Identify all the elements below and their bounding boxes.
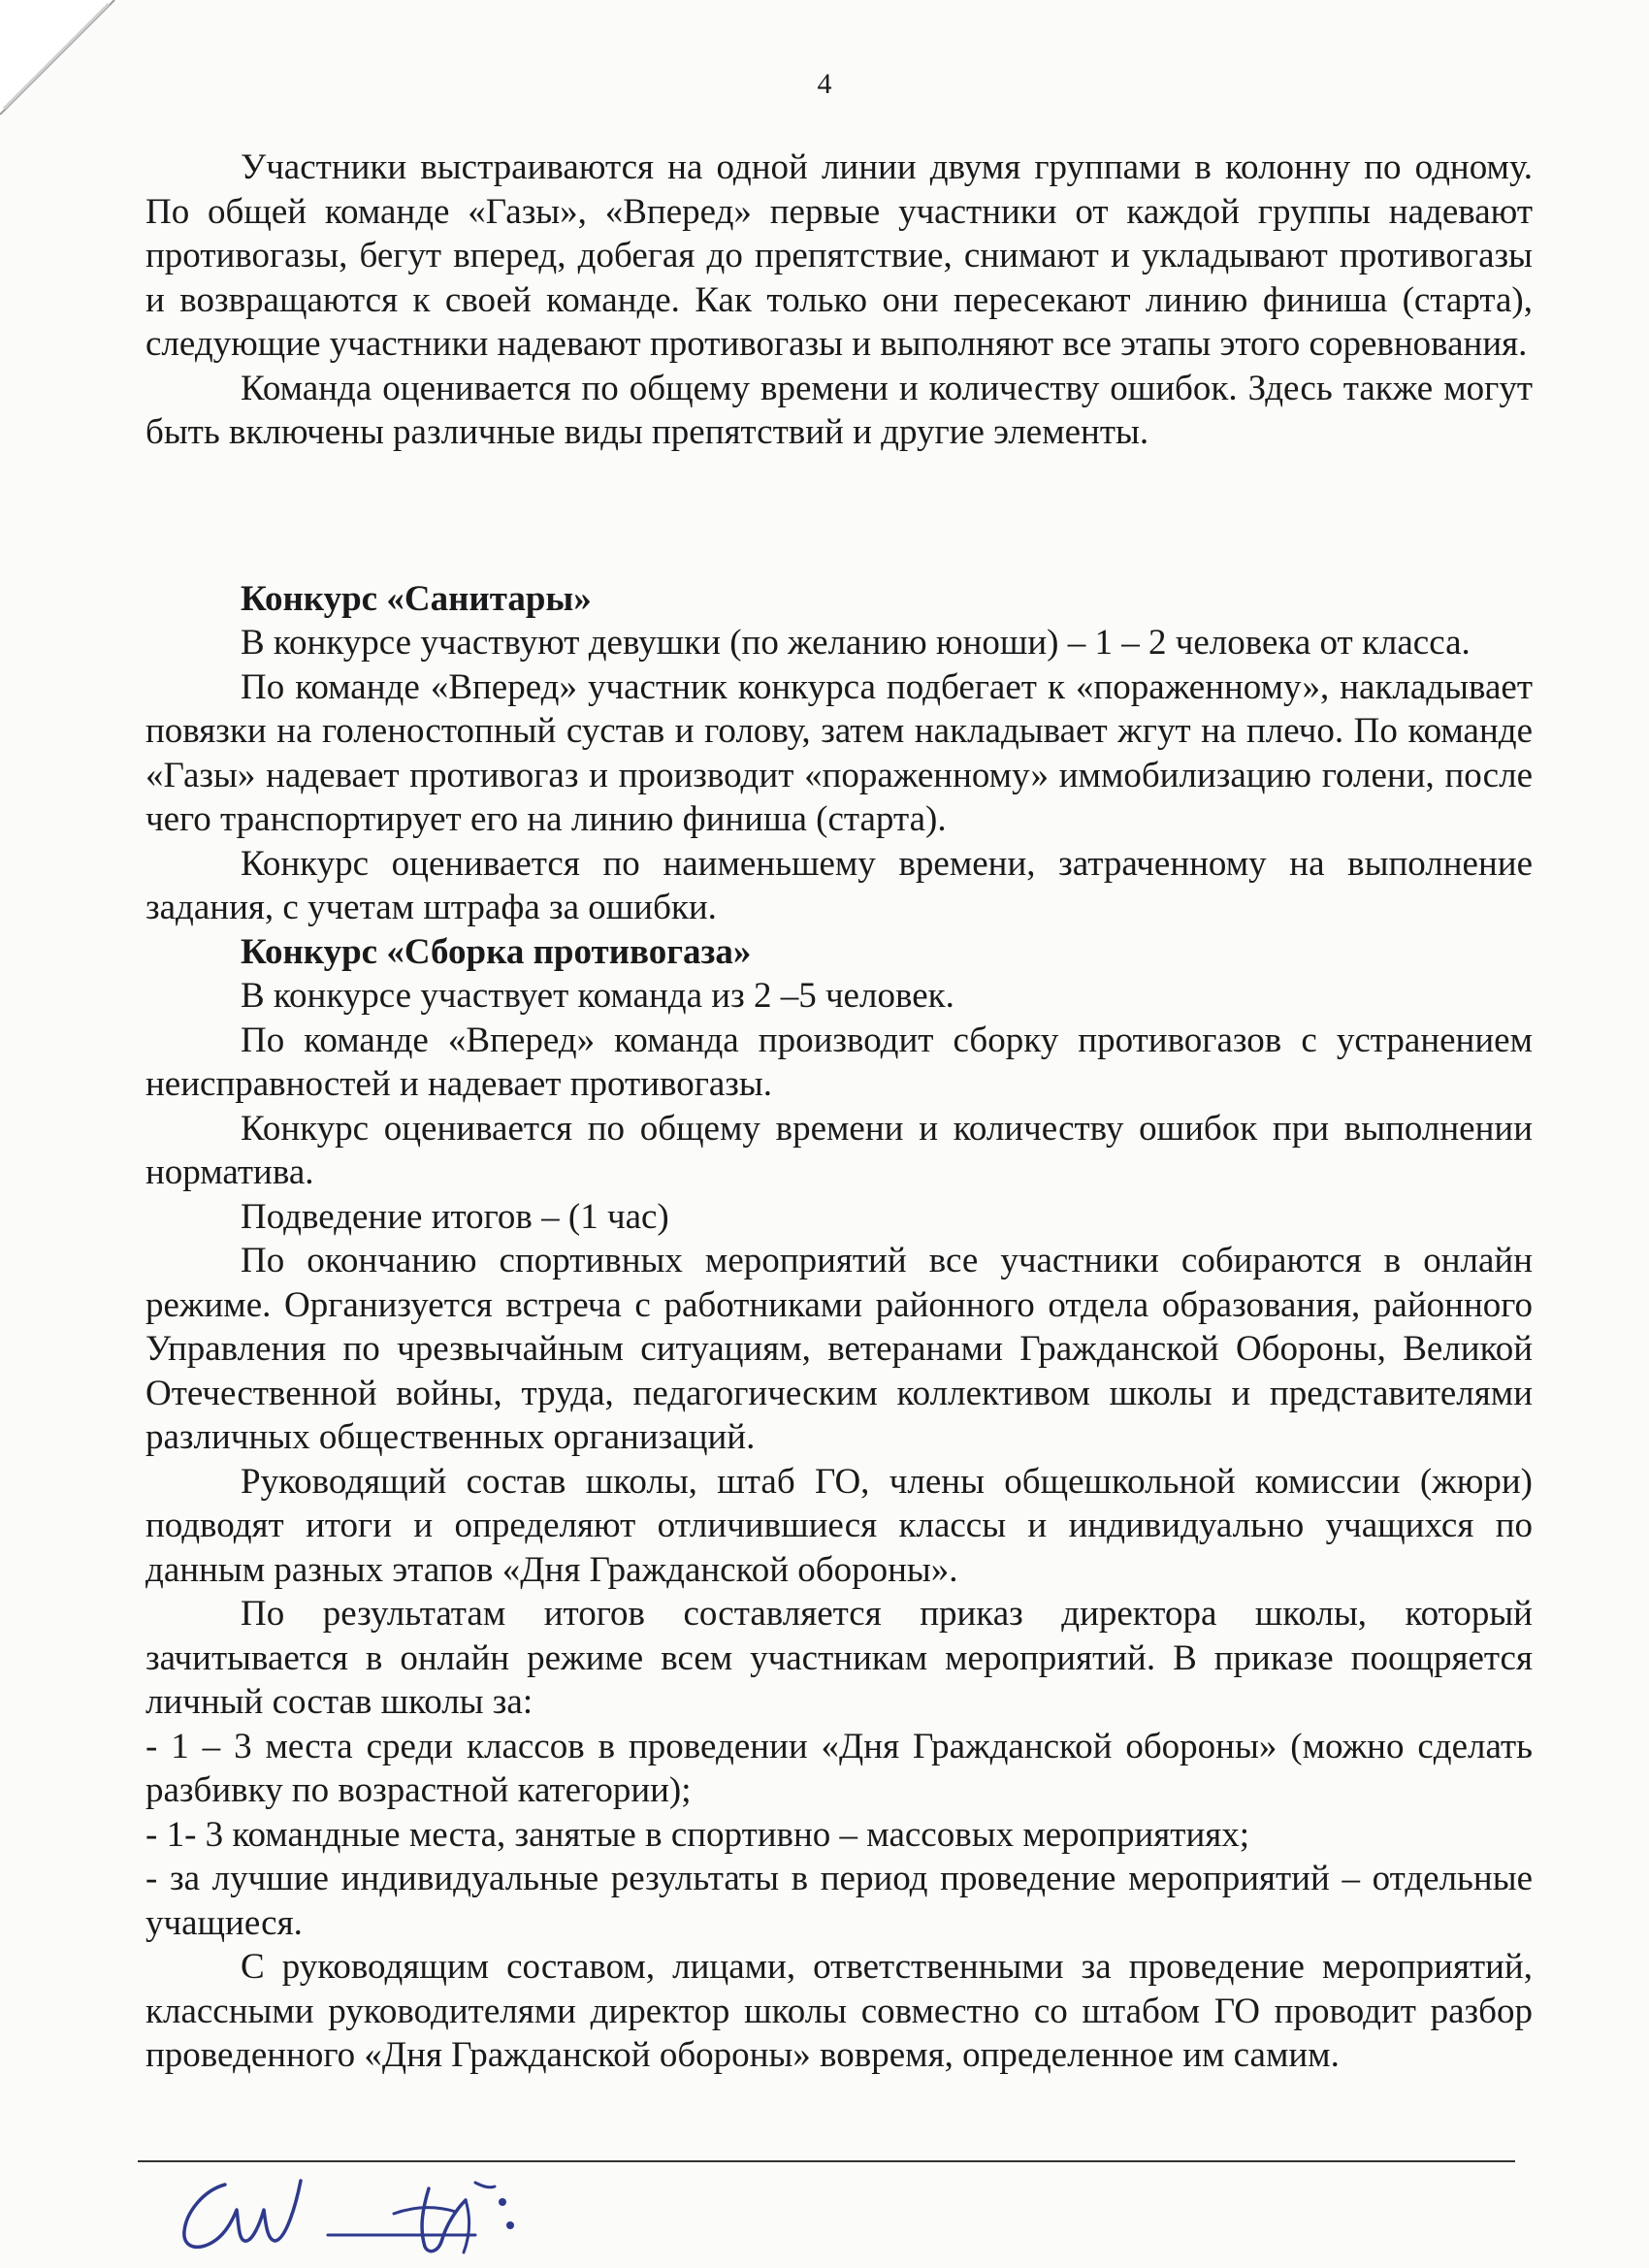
paragraph-director-order: По результатам итогов составляется приказ директора школы, который зачитывается в онлайн режиме всем участникам мероприятий. В приказе поощряется личный состав школы за: xyxy=(146,1594,1533,1722)
paragraph-assembly-participants: В конкурсе участвует команда из 2 –5 человек. xyxy=(241,976,954,1016)
handwritten-signature xyxy=(175,2171,640,2263)
signature-rule xyxy=(138,2160,1515,2162)
paragraph-summary-title: Подведение итогов – (1 час) xyxy=(241,1196,669,1237)
paragraph-jury-results: Руководящий состав школы, штаб ГО, члены общешкольной комиссии (жюри) подводят итоги и определяют отличившиеся классы и индивидуально учащихся по данным разных этапов «Дня Гражданской обороны». xyxy=(146,1461,1533,1590)
paragraph-assembly-procedure: По команде «Вперед» команда производит сборку противогазов с устранением неисправностей и надевает противогазы. xyxy=(146,1020,1533,1104)
heading-contest-gas-mask-assembly: Конкурс «Сборка противогаза» xyxy=(241,931,752,972)
paragraph-gas-mask-relay: Участники выстраиваются на одной линии двумя группами в колонну по одному. По общей команде «Газы», «Вперед» первые участники от каждой группы надевают противогазы, бегут вперед, добегая до препятствие, снимают и укладывают противогазы и возвращаются к своей команде. Как только они пересекают линию финиша (старта), следующие участники надевают противогазы и выполняют все этапы этого соревнования. xyxy=(146,147,1533,364)
paragraph-online-meeting: По окончанию спортивных мероприятий все участники собираются в онлайн режиме. Организуется встреча с работниками районного отдела образования, районного Управления по чрезвычайным ситуациям, ветеранами Гражданской Обороны, Великой Отечественной войны, труда, педагогическим коллективом школы и представителями различных общественных организаций. xyxy=(146,1241,1533,1457)
page-number: 4 xyxy=(817,68,832,100)
paragraph-medics-scoring: Конкурс оценивается по наименьшему времени, затраченному на выполнение задания, с учетам штрафа за ошибки. xyxy=(146,843,1533,927)
list-item-team-places: - 1- 3 командные места, занятые в спортивно – массовых мероприятиях; xyxy=(146,1814,1250,1855)
paragraph-assembly-scoring: Конкурс оценивается по общему времени и количеству ошибок при выполнении норматива. xyxy=(146,1108,1533,1192)
document-body xyxy=(146,146,1533,2078)
paragraph-medics-participants: В конкурсе участвуют девушки (по желанию юноши) – 1 – 2 человека от класса. xyxy=(241,623,1471,663)
paragraph-review: С руководящим составом, лицами, ответственными за проведение мероприятий, классными руководителями директор школы совместно со штабом ГО проводит разбор проведенного «Дня Гражданской обороны» вовремя, определенное им самим. xyxy=(146,1947,1533,2075)
paragraph-medics-procedure: По команде «Вперед» участник конкурса подбегает к «пораженному», накладывает повязки на голеностопный сустав и голову, затем накладывает жгут на плечо. По команде «Газы» надевает противогаз и производит «пораженному» иммобилизацию голени, после чего транспортирует его на линию финиша (старта). xyxy=(146,666,1533,839)
list-item-individual-results: - за лучшие индивидуальные результаты в период проведение мероприятий – отдельные учащиеся. xyxy=(146,1859,1533,1943)
heading-contest-medics: Конкурс «Санитары» xyxy=(241,578,592,619)
paragraph-team-scoring: Команда оценивается по общему времени и количеству ошибок. Здесь также могут быть включены различные виды препятствий и другие элементы. xyxy=(146,368,1533,452)
list-item-class-places: - 1 – 3 места среди классов в проведении «Дня Гражданской обороны» (можно сделать разбивку по возрастной категории); xyxy=(146,1726,1533,1810)
